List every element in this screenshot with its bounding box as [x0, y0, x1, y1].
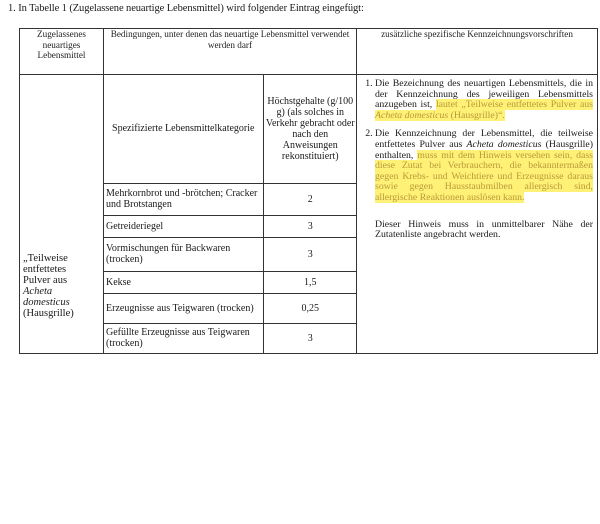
max-level-cell: 0,25: [263, 293, 357, 323]
table-body-row: [20, 75, 598, 354]
table-row: [104, 323, 357, 353]
category-cell: Mehrkornbrot und -brötchen; Cracker und Brotstangen: [104, 183, 263, 215]
header-labelling: zusätzliche spezifische Kennzeichnungsvorschriften: [357, 29, 598, 75]
category-header: Spezifizierte Lebensmittelkategorie: [104, 75, 263, 183]
labelling-item-1: 1. Die Bezeichnung des neuartigen Lebensmittels, die in der Kennzeichnung des jeweiligen Lebensmittels anzugeben ist, lautet „Teilweise entfettetes Pulver aus Acheta domesticus (Hausgrille)“.: [375, 79, 593, 121]
novel-food-table: [19, 28, 598, 354]
food-name-line: Pulver aus: [23, 275, 68, 286]
table-row: [104, 293, 357, 323]
food-name-line: (Hausgrille): [23, 308, 74, 319]
category-cell: Kekse: [104, 271, 263, 293]
highlight: muss mit dem Hinweis versehen sein, dass diese Zutat bei Verbrauchern, die bekanntermaßen gegen Krebs- und Weichtiere und Erzeugnisse daraus sowie gegen Hausstaubmilben allergisch sind, allergische Reaktionen auslösen kann.: [375, 149, 593, 203]
max-level-cell: 3: [263, 215, 357, 237]
conditions-subheader: [104, 75, 357, 183]
category-cell: Getreideriegel: [104, 215, 263, 237]
labelling-note: Dieser Hinweis muss in unmittelbarer Nähe der Zutatenliste angebracht werden.: [375, 218, 593, 241]
table-row: [104, 271, 357, 293]
food-name-line: Acheta: [23, 286, 53, 297]
max-level-cell: 1,5: [263, 271, 357, 293]
table-row: [104, 237, 357, 271]
max-level-header: Höchstgehalte (g/100 g) (als solches in Verkehr gebracht oder nach den Anweisungen rekonstituiert): [263, 75, 357, 183]
table-row: [104, 183, 357, 215]
max-level-cell: 3: [263, 323, 357, 353]
conditions-cell: [104, 75, 357, 354]
food-name-line: domesticus: [23, 297, 70, 308]
food-name-line: entfettetes: [23, 264, 67, 275]
header-food: Zugelassenes neuartiges Lebensmittel: [20, 29, 104, 75]
header-conditions: Bedingungen, unter denen das neuartige Lebensmittel verwendet werden darf: [104, 29, 357, 75]
conditions-table: [104, 75, 357, 353]
intro-text: 1. In Tabelle 1 (Zugelassene neuartige Lebensmittel) wird folgender Eintrag eingefügt:: [8, 3, 364, 14]
category-cell: Gefüllte Erzeugnisse aus Teigwaren (trocken): [104, 323, 263, 353]
food-name-line: „Teilweise: [23, 253, 68, 264]
max-level-cell: 2: [263, 183, 357, 215]
table-row: [104, 215, 357, 237]
labelling-item-2: 2. Die Kennzeichnung der Lebensmittel, die teilweise entfettetes Pulver aus Acheta domesticus (Hausgrille) enthalten, muss mit dem Hinweis versehen sein, dass diese Zutat bei Verbrauchern, die bekanntermaßen gegen Krebs- und Weichtiere und Erzeugnisse daraus sowie gegen Hausstaubmilben allergisch sind, allergische Reaktionen auslösen kann.: [375, 129, 593, 203]
highlight: lautet „Teilweise entfettetes Pulver aus Acheta domesticus (Hausgrille)“.: [375, 99, 593, 121]
max-level-cell: 3: [263, 237, 357, 271]
labelling-cell: [357, 75, 598, 354]
category-cell: Erzeugnisse aus Teigwaren (trocken): [104, 293, 263, 323]
category-cell: Vormischungen für Backwaren (trocken): [104, 237, 263, 271]
food-name-cell: [20, 75, 104, 354]
table-header-row: [20, 29, 598, 75]
